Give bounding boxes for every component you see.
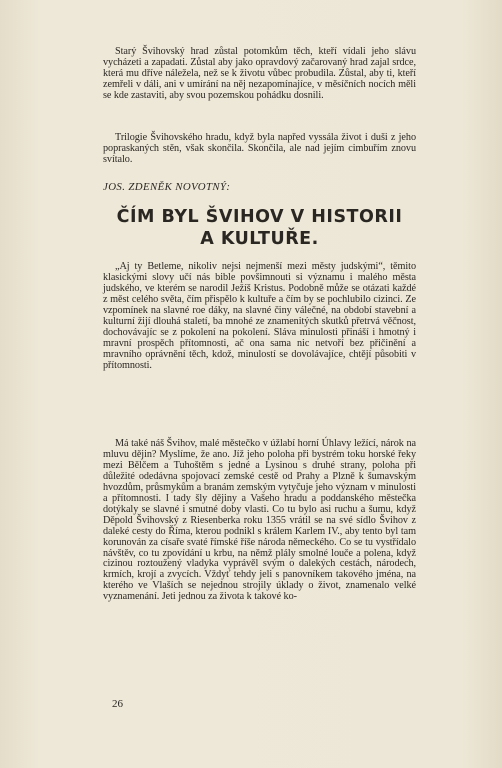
- author-byline: JOS. ZDENĚK NOVOTNÝ:: [103, 181, 231, 193]
- paragraph-intro: Starý Švihovský hrad zůstal potomkům těch, kteří vídali jeho slávu vycházeti a zapadati. Zůstal aby jako opravdový začarovaný hrad zajal srdce, která mu dříve náležela, než se k životu vůbec probudila. Zůstal, aby ti, kteří zemřeli v dáli, ani v umírání na něj nezapomínajíce, v měsíčních nocích měli se kde zastaviti, aby svou pozemskou pohádku dosnili.: [103, 46, 416, 101]
- page-number: 26: [112, 698, 123, 710]
- article-title: [103, 206, 416, 250]
- paragraph-svihov: Má také náš Švihov, malé městečko v úžlabí horní Úhlavy ležící, nárok na mluvu dějin? Myslíme, že ano. Jíž jeho poloha při bystrém toku horské řeky mezi Bělčem a Tuhoštěm s jedné a Lysinou s druhé strany, poloha při důležité odedávna spojovací zemské cestě od Prahy a Plzně k šumavským hvozdům, průsmykům a branám zemským vytyčuje jeho význam v minulosti a přítomnosti. I tady šly dějiny a Vašeho hradu a poddanského městečka dotýkaly se slavné i smutné doby vlasti. Co tu bylo asi ruchu a šumu, když Děpold Švihovský z Riesenberka roku 1355 vrátil se na své sídlo Švihov z daleké cesty do Říma, kterou podnikl s králem Karlem IV., aby tento byl tam korunován za císaře svaté římské říše národa německého. Co se tu vystřídalo návštěv, co tu zpovídání u krbu, na němž plály smolné louče a polena, když cizinou roztoužený vladyka vyprávěl svým o dalekých cestách, národech, krmích, krojí a zvycích. Vždyť tehdy jeli s panovníkem takového jména, na kterého ve Vlaších se nejednou strojily úklady o život, znamenalo velké vyznamenání. Jeti jednou za života k takové ko-: [103, 438, 416, 603]
- paragraph-betlem: „Aj ty Betleme, nikoliv nejsi nejmenší mezi městy judskými“, těmito klasickými slovy učí nás bible povšimnouti si významu i malého města judského, ve kterém se narodil Ježíš Kristus. Podobně může se otázati každé z měst celého světa, čím přispělo k kultuře a čím by se pochlubilo cizinci. Ze vzpomínek na slavné roe dáky, na slavné činy válečné, na období stavební a kulturní žijí dlouhá staletí, ba mnohé ze znamenitých skutků přetrvá věčnost, dochovávajíc se z pokolení na pokolení. Sláva minulosti přináší i hmotný i mravní prospěch přítomnosti, ač ona sama nic netvoří bez přičinění a mravního oprávnění těch, kdož, minulostí se dovolávajíce, chtějí působiti v přítomnosti.: [103, 261, 416, 371]
- paragraph-trilogy: Trilogie Švihovského hradu, když byla napřed vyssála život i duši z jeho popraskaných stěn, však skončila. Skončila, ale nad jejím cimbuřím znovu svítalo.: [103, 132, 416, 165]
- title-line-2: A KULTUŘE.: [200, 229, 319, 249]
- title-line-1: ČÍM BYL ŠVIHOV V HISTORII: [116, 207, 403, 227]
